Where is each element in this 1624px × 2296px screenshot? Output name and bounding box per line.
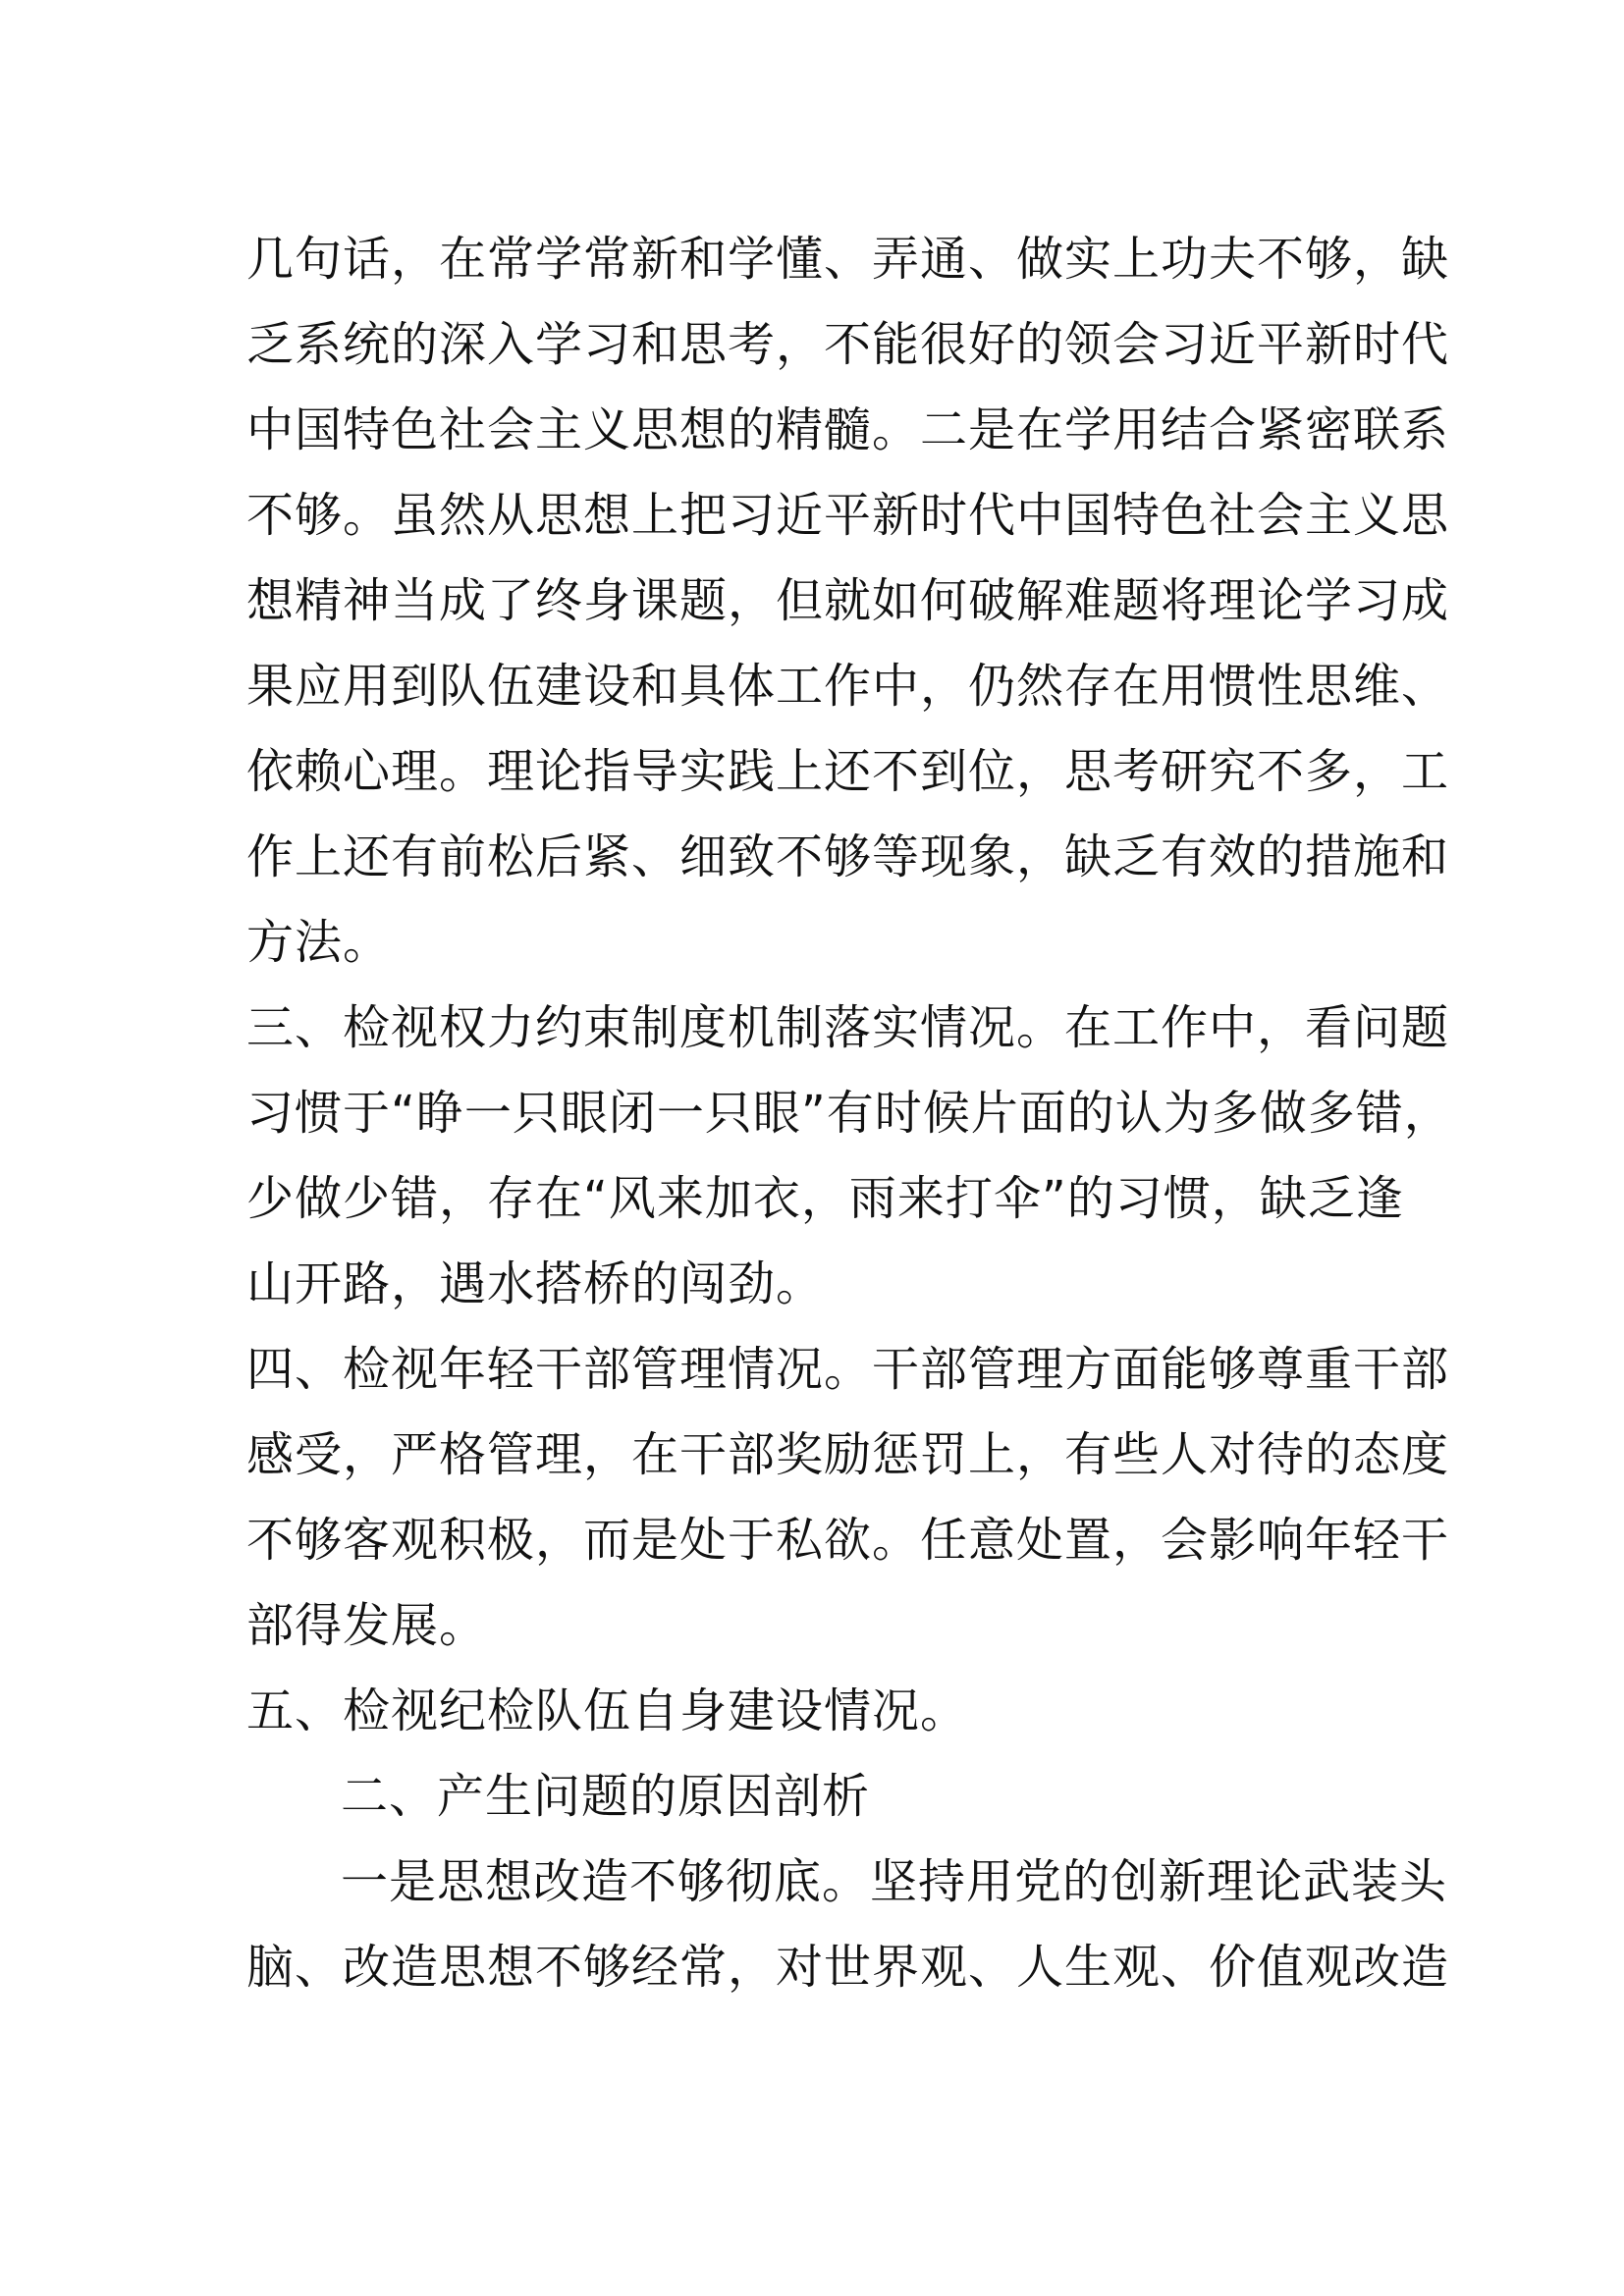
section-three-heading: 三、检视权力约束制度机制落实情况。在工作中，看问题 <box>246 1000 1450 1055</box>
section-five-heading: 五、检视纪检队伍自身建设情况。 <box>246 1683 969 1738</box>
text-line-20: 一是思想改造不够彻底。坚持用党的创新理论武装头 <box>341 1854 1448 1909</box>
text-line-13: 山开路，遇水搭桥的闯劲。 <box>246 1256 825 1311</box>
text-line-17: 部得发展。 <box>246 1598 488 1653</box>
text-line-11: 习惯于“睁一只眼闭一只眼”有时候片面的认为多做多错， <box>246 1086 1452 1141</box>
text-line-6: 果应用到队伍建设和具体工作中，仍然存在用惯性思维、 <box>246 659 1450 714</box>
text-line-15: 感受，严格管理，在干部奖励惩罚上，有些人对待的态度 <box>246 1427 1450 1482</box>
text-line-21: 脑、改造思想不够经常，对世界观、人生观、价值观改造 <box>246 1940 1450 1995</box>
text-line-16: 不够客观积极，而是处于私欲。任意处置，会影响年轻干 <box>246 1513 1450 1568</box>
text-line-8: 作上还有前松后紧、细致不够等现象，缺乏有效的措施和 <box>246 829 1450 884</box>
cause-analysis-heading: 二、产生问题的原因剖析 <box>341 1769 871 1824</box>
section-four-heading: 四、检视年轻干部管理情况。干部管理方面能够尊重干部 <box>246 1342 1450 1397</box>
text-line-2: 乏系统的深入学习和思考，不能很好的领会习近平新时代 <box>246 317 1450 372</box>
text-line-1: 几句话，在常学常新和学懂、弄通、做实上功夫不够，缺 <box>246 232 1450 287</box>
text-line-7: 依赖心理。理论指导实践上还不到位，思考研究不多，工 <box>246 744 1450 799</box>
text-line-12: 少做少错，存在“风来加衣，雨来打伞”的习惯，缺乏逢 <box>246 1171 1404 1226</box>
text-line-3: 中国特色社会主义思想的精髓。二是在学用结合紧密联系 <box>246 402 1450 457</box>
text-line-5: 想精神当成了终身课题，但就如何破解难题将理论学习成 <box>246 573 1450 628</box>
text-line-9: 方法。 <box>246 915 392 970</box>
text-line-4: 不够。虽然从思想上把习近平新时代中国特色社会主义思 <box>246 488 1450 543</box>
